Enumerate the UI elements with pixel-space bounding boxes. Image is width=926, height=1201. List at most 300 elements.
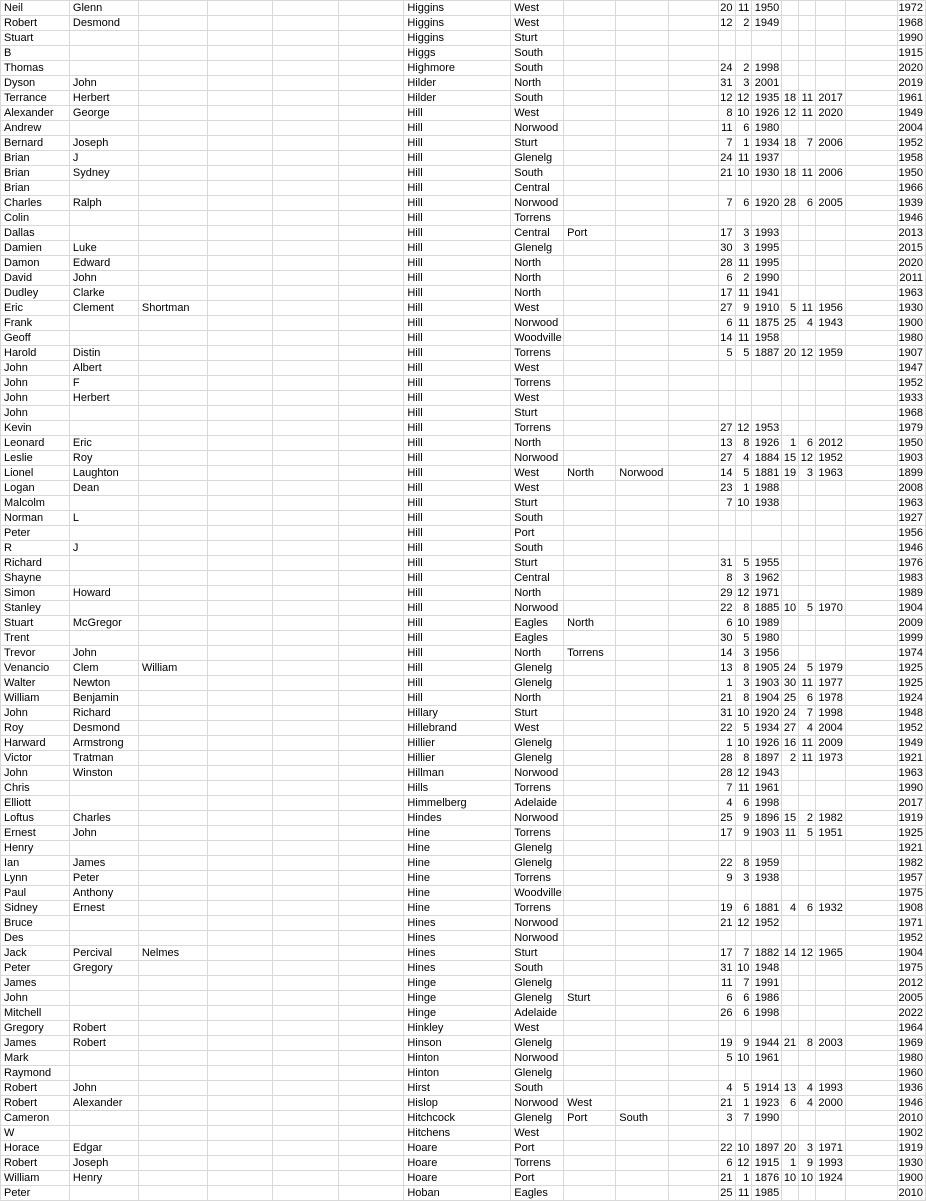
table-cell[interactable]: [69, 1066, 138, 1081]
table-cell[interactable]: Luke: [69, 241, 138, 256]
table-cell[interactable]: [138, 391, 207, 406]
table-cell[interactable]: [338, 1111, 404, 1126]
table-cell[interactable]: [338, 406, 404, 421]
table-cell[interactable]: 7: [718, 496, 735, 511]
table-cell[interactable]: 12: [735, 586, 752, 601]
table-cell[interactable]: [782, 46, 799, 61]
table-cell[interactable]: [138, 211, 207, 226]
table-cell[interactable]: 31: [718, 76, 735, 91]
table-cell[interactable]: Stuart: [1, 31, 70, 46]
table-cell[interactable]: 1885: [752, 601, 782, 616]
table-cell[interactable]: 11: [735, 316, 752, 331]
table-cell[interactable]: 1939: [898, 196, 926, 211]
table-cell[interactable]: [338, 556, 404, 571]
table-cell[interactable]: Trent: [1, 631, 70, 646]
table-cell[interactable]: 5: [782, 301, 799, 316]
table-cell[interactable]: [207, 376, 273, 391]
table-cell[interactable]: [782, 481, 799, 496]
table-cell[interactable]: [138, 406, 207, 421]
table-cell[interactable]: [668, 286, 718, 301]
table-cell[interactable]: 1934: [752, 136, 782, 151]
table-cell[interactable]: 2017: [816, 91, 846, 106]
table-cell[interactable]: [845, 1036, 898, 1051]
table-cell[interactable]: [207, 1171, 273, 1186]
table-cell[interactable]: [845, 16, 898, 31]
table-cell[interactable]: [616, 361, 669, 376]
table-cell[interactable]: [138, 961, 207, 976]
table-cell[interactable]: 1875: [752, 316, 782, 331]
table-cell[interactable]: 1949: [898, 106, 926, 121]
table-cell[interactable]: 1904: [898, 946, 926, 961]
table-cell[interactable]: [273, 331, 339, 346]
table-cell[interactable]: 6: [799, 196, 816, 211]
table-cell[interactable]: [735, 391, 752, 406]
table-cell[interactable]: [845, 46, 898, 61]
table-cell[interactable]: [735, 211, 752, 226]
table-cell[interactable]: [668, 16, 718, 31]
table-cell[interactable]: [735, 526, 752, 541]
table-cell[interactable]: [816, 241, 846, 256]
table-cell[interactable]: 1919: [898, 1141, 926, 1156]
table-cell[interactable]: J: [69, 541, 138, 556]
table-cell[interactable]: [564, 331, 616, 346]
table-cell[interactable]: [138, 841, 207, 856]
table-cell[interactable]: 1976: [898, 556, 926, 571]
table-cell[interactable]: [816, 1, 846, 16]
table-cell[interactable]: [616, 841, 669, 856]
table-cell[interactable]: [138, 286, 207, 301]
table-cell[interactable]: [207, 151, 273, 166]
table-cell[interactable]: [564, 211, 616, 226]
table-cell[interactable]: [845, 76, 898, 91]
table-cell[interactable]: 10: [735, 166, 752, 181]
table-cell[interactable]: James: [1, 1036, 70, 1051]
table-cell[interactable]: Hill: [404, 616, 511, 631]
table-cell[interactable]: [845, 481, 898, 496]
table-cell[interactable]: [782, 286, 799, 301]
table-cell[interactable]: 1952: [898, 136, 926, 151]
table-cell[interactable]: [782, 16, 799, 31]
table-cell[interactable]: [138, 586, 207, 601]
table-cell[interactable]: [564, 691, 616, 706]
table-cell[interactable]: [564, 421, 616, 436]
table-cell[interactable]: Dallas: [1, 226, 70, 241]
table-cell[interactable]: John: [1, 706, 70, 721]
table-cell[interactable]: [338, 661, 404, 676]
table-cell[interactable]: [273, 391, 339, 406]
table-cell[interactable]: [616, 421, 669, 436]
table-cell[interactable]: [782, 976, 799, 991]
table-cell[interactable]: Raymond: [1, 1066, 70, 1081]
table-cell[interactable]: Paul: [1, 886, 70, 901]
table-cell[interactable]: 12: [718, 16, 735, 31]
table-cell[interactable]: 1978: [816, 691, 846, 706]
table-cell[interactable]: 10: [735, 616, 752, 631]
table-cell[interactable]: 7: [799, 136, 816, 151]
table-cell[interactable]: [616, 586, 669, 601]
table-cell[interactable]: Leslie: [1, 451, 70, 466]
table-cell[interactable]: [207, 1021, 273, 1036]
table-cell[interactable]: 9: [735, 811, 752, 826]
table-cell[interactable]: Norwood: [511, 916, 564, 931]
table-cell[interactable]: [616, 121, 669, 136]
table-cell[interactable]: [616, 811, 669, 826]
table-cell[interactable]: John: [69, 826, 138, 841]
table-cell[interactable]: [799, 646, 816, 661]
table-cell[interactable]: [799, 916, 816, 931]
table-cell[interactable]: Venancio: [1, 661, 70, 676]
table-cell[interactable]: [207, 196, 273, 211]
table-cell[interactable]: [338, 361, 404, 376]
table-cell[interactable]: 3: [735, 226, 752, 241]
table-cell[interactable]: Colin: [1, 211, 70, 226]
table-cell[interactable]: [564, 526, 616, 541]
table-cell[interactable]: [616, 601, 669, 616]
table-cell[interactable]: 1971: [752, 586, 782, 601]
table-cell[interactable]: 1925: [898, 826, 926, 841]
table-cell[interactable]: [138, 766, 207, 781]
table-cell[interactable]: 1960: [898, 1066, 926, 1081]
table-cell[interactable]: 12: [735, 421, 752, 436]
table-cell[interactable]: West: [511, 301, 564, 316]
table-cell[interactable]: [782, 1126, 799, 1141]
table-cell[interactable]: [273, 496, 339, 511]
table-cell[interactable]: [668, 1186, 718, 1201]
table-cell[interactable]: [273, 631, 339, 646]
table-cell[interactable]: [207, 961, 273, 976]
table-cell[interactable]: [816, 76, 846, 91]
table-cell[interactable]: 13: [718, 661, 735, 676]
table-cell[interactable]: Hill: [404, 631, 511, 646]
table-cell[interactable]: 1990: [752, 1111, 782, 1126]
table-cell[interactable]: [668, 961, 718, 976]
table-cell[interactable]: [273, 1036, 339, 1051]
table-cell[interactable]: [752, 46, 782, 61]
table-cell[interactable]: 1972: [898, 1, 926, 16]
table-cell[interactable]: [564, 121, 616, 136]
table-cell[interactable]: [207, 916, 273, 931]
table-cell[interactable]: Anthony: [69, 886, 138, 901]
table-cell[interactable]: 6: [718, 616, 735, 631]
table-cell[interactable]: [564, 346, 616, 361]
table-cell[interactable]: R: [1, 541, 70, 556]
table-cell[interactable]: Hine: [404, 826, 511, 841]
table-cell[interactable]: [845, 376, 898, 391]
table-cell[interactable]: [668, 646, 718, 661]
table-cell[interactable]: [138, 1096, 207, 1111]
table-cell[interactable]: [799, 16, 816, 31]
table-cell[interactable]: 1973: [816, 751, 846, 766]
table-cell[interactable]: [782, 376, 799, 391]
table-cell[interactable]: 24: [782, 706, 799, 721]
table-cell[interactable]: [816, 886, 846, 901]
table-cell[interactable]: [616, 481, 669, 496]
table-cell[interactable]: [564, 541, 616, 556]
table-cell[interactable]: 10: [735, 496, 752, 511]
table-cell[interactable]: [564, 481, 616, 496]
table-cell[interactable]: [69, 226, 138, 241]
table-cell[interactable]: [273, 826, 339, 841]
table-cell[interactable]: [799, 796, 816, 811]
table-cell[interactable]: Robert: [1, 16, 70, 31]
table-cell[interactable]: [816, 1066, 846, 1081]
table-cell[interactable]: 1989: [752, 616, 782, 631]
table-cell[interactable]: [782, 151, 799, 166]
table-cell[interactable]: [564, 256, 616, 271]
table-cell[interactable]: Hill: [404, 511, 511, 526]
table-cell[interactable]: [338, 811, 404, 826]
table-cell[interactable]: [799, 841, 816, 856]
table-cell[interactable]: 22: [718, 721, 735, 736]
table-cell[interactable]: Higgins: [404, 16, 511, 31]
table-cell[interactable]: 10: [735, 736, 752, 751]
table-cell[interactable]: [338, 511, 404, 526]
table-cell[interactable]: 1881: [752, 901, 782, 916]
table-cell[interactable]: Torrens: [511, 826, 564, 841]
table-cell[interactable]: 8: [735, 661, 752, 676]
table-cell[interactable]: [735, 46, 752, 61]
table-cell[interactable]: [338, 1081, 404, 1096]
table-cell[interactable]: [273, 1141, 339, 1156]
table-cell[interactable]: [845, 901, 898, 916]
table-cell[interactable]: [845, 1, 898, 16]
table-cell[interactable]: Hill: [404, 211, 511, 226]
table-cell[interactable]: 5: [735, 466, 752, 481]
table-cell[interactable]: [564, 1171, 616, 1186]
table-cell[interactable]: [564, 16, 616, 31]
table-cell[interactable]: [845, 286, 898, 301]
table-cell[interactable]: [782, 646, 799, 661]
table-cell[interactable]: [735, 406, 752, 421]
table-cell[interactable]: [752, 1066, 782, 1081]
table-cell[interactable]: [564, 901, 616, 916]
table-cell[interactable]: [845, 31, 898, 46]
table-cell[interactable]: Ian: [1, 856, 70, 871]
table-cell[interactable]: Hitchens: [404, 1126, 511, 1141]
table-cell[interactable]: [668, 811, 718, 826]
table-cell[interactable]: [735, 1021, 752, 1036]
table-cell[interactable]: [69, 991, 138, 1006]
table-cell[interactable]: 1979: [898, 421, 926, 436]
table-cell[interactable]: [207, 526, 273, 541]
table-cell[interactable]: [207, 601, 273, 616]
table-cell[interactable]: [668, 61, 718, 76]
table-cell[interactable]: Sturt: [511, 946, 564, 961]
table-cell[interactable]: [207, 361, 273, 376]
table-cell[interactable]: [668, 1036, 718, 1051]
table-cell[interactable]: [207, 1006, 273, 1021]
table-cell[interactable]: [616, 616, 669, 631]
table-cell[interactable]: 1986: [752, 991, 782, 1006]
table-cell[interactable]: [668, 196, 718, 211]
table-cell[interactable]: [799, 46, 816, 61]
table-cell[interactable]: [752, 376, 782, 391]
table-cell[interactable]: [207, 736, 273, 751]
table-cell[interactable]: Herbert: [69, 91, 138, 106]
table-cell[interactable]: 10: [735, 1141, 752, 1156]
table-cell[interactable]: [782, 886, 799, 901]
table-cell[interactable]: Hines: [404, 946, 511, 961]
table-cell[interactable]: Newton: [69, 676, 138, 691]
table-cell[interactable]: 8: [735, 856, 752, 871]
table-cell[interactable]: [338, 886, 404, 901]
table-cell[interactable]: [338, 601, 404, 616]
table-cell[interactable]: Norwood: [511, 196, 564, 211]
table-cell[interactable]: Malcolm: [1, 496, 70, 511]
table-cell[interactable]: [799, 1066, 816, 1081]
table-cell[interactable]: [845, 361, 898, 376]
table-cell[interactable]: North: [511, 76, 564, 91]
table-cell[interactable]: [138, 46, 207, 61]
table-cell[interactable]: [564, 106, 616, 121]
table-cell[interactable]: [138, 526, 207, 541]
table-cell[interactable]: [273, 376, 339, 391]
table-cell[interactable]: [816, 271, 846, 286]
table-cell[interactable]: [338, 1021, 404, 1036]
table-cell[interactable]: [668, 721, 718, 736]
table-cell[interactable]: 17: [718, 946, 735, 961]
table-cell[interactable]: [273, 616, 339, 631]
table-cell[interactable]: 7: [735, 946, 752, 961]
table-cell[interactable]: [845, 631, 898, 646]
table-cell[interactable]: Trevor: [1, 646, 70, 661]
table-cell[interactable]: Shayne: [1, 571, 70, 586]
table-cell[interactable]: [668, 406, 718, 421]
table-cell[interactable]: [273, 1081, 339, 1096]
table-cell[interactable]: [616, 631, 669, 646]
table-cell[interactable]: 6: [799, 901, 816, 916]
table-cell[interactable]: [816, 406, 846, 421]
table-cell[interactable]: 7: [735, 1111, 752, 1126]
table-cell[interactable]: [782, 31, 799, 46]
table-cell[interactable]: [616, 676, 669, 691]
table-cell[interactable]: Hill: [404, 496, 511, 511]
table-cell[interactable]: 1993: [752, 226, 782, 241]
table-cell[interactable]: 1926: [752, 436, 782, 451]
table-cell[interactable]: 2003: [816, 1036, 846, 1051]
table-cell[interactable]: Hill: [404, 151, 511, 166]
table-cell[interactable]: [616, 256, 669, 271]
table-cell[interactable]: West: [511, 106, 564, 121]
table-cell[interactable]: [69, 781, 138, 796]
table-cell[interactable]: [845, 406, 898, 421]
table-cell[interactable]: [564, 856, 616, 871]
table-cell[interactable]: McGregor: [69, 616, 138, 631]
table-cell[interactable]: [782, 556, 799, 571]
table-cell[interactable]: [273, 361, 339, 376]
table-cell[interactable]: [138, 1081, 207, 1096]
table-cell[interactable]: [845, 1141, 898, 1156]
table-cell[interactable]: Eric: [1, 301, 70, 316]
table-cell[interactable]: Hill: [404, 586, 511, 601]
table-cell[interactable]: [668, 991, 718, 1006]
table-cell[interactable]: South: [511, 1081, 564, 1096]
table-cell[interactable]: [564, 361, 616, 376]
table-cell[interactable]: 1952: [816, 451, 846, 466]
table-cell[interactable]: [782, 916, 799, 931]
table-cell[interactable]: [799, 496, 816, 511]
table-cell[interactable]: 1961: [752, 781, 782, 796]
table-cell[interactable]: 1900: [898, 1171, 926, 1186]
table-cell[interactable]: 2008: [898, 481, 926, 496]
table-cell[interactable]: [752, 526, 782, 541]
table-cell[interactable]: [273, 1051, 339, 1066]
table-cell[interactable]: West: [511, 391, 564, 406]
table-cell[interactable]: [207, 586, 273, 601]
table-cell[interactable]: [799, 31, 816, 46]
table-cell[interactable]: 8: [718, 571, 735, 586]
table-cell[interactable]: [207, 706, 273, 721]
table-cell[interactable]: 2004: [898, 121, 926, 136]
table-cell[interactable]: [138, 781, 207, 796]
table-cell[interactable]: [138, 691, 207, 706]
table-cell[interactable]: [616, 61, 669, 76]
table-cell[interactable]: John: [1, 406, 70, 421]
table-cell[interactable]: John: [1, 391, 70, 406]
table-cell[interactable]: [564, 316, 616, 331]
table-cell[interactable]: [752, 1126, 782, 1141]
table-cell[interactable]: [564, 1036, 616, 1051]
table-cell[interactable]: Brian: [1, 181, 70, 196]
table-cell[interactable]: [668, 931, 718, 946]
table-cell[interactable]: [338, 121, 404, 136]
table-cell[interactable]: 1993: [816, 1156, 846, 1171]
table-cell[interactable]: 30: [782, 676, 799, 691]
table-cell[interactable]: [338, 946, 404, 961]
table-cell[interactable]: [338, 226, 404, 241]
table-cell[interactable]: Hill: [404, 181, 511, 196]
table-cell[interactable]: [816, 541, 846, 556]
table-cell[interactable]: [273, 1096, 339, 1111]
table-cell[interactable]: [273, 976, 339, 991]
table-cell[interactable]: Torrens: [511, 376, 564, 391]
table-cell[interactable]: [845, 121, 898, 136]
table-cell[interactable]: [207, 166, 273, 181]
table-cell[interactable]: [338, 541, 404, 556]
table-cell[interactable]: Clement: [69, 301, 138, 316]
table-cell[interactable]: [138, 226, 207, 241]
table-cell[interactable]: [69, 601, 138, 616]
table-cell[interactable]: 11: [735, 286, 752, 301]
table-cell[interactable]: Robert: [1, 1081, 70, 1096]
table-cell[interactable]: 1950: [752, 1, 782, 16]
table-cell[interactable]: [207, 61, 273, 76]
table-cell[interactable]: [138, 616, 207, 631]
table-cell[interactable]: [273, 586, 339, 601]
table-cell[interactable]: [138, 1156, 207, 1171]
table-cell[interactable]: Hinton: [404, 1066, 511, 1081]
table-cell[interactable]: [668, 211, 718, 226]
table-cell[interactable]: 2020: [898, 61, 926, 76]
table-cell[interactable]: [338, 1186, 404, 1201]
table-cell[interactable]: 8: [718, 106, 735, 121]
table-cell[interactable]: [616, 451, 669, 466]
table-cell[interactable]: Leonard: [1, 436, 70, 451]
table-cell[interactable]: [816, 841, 846, 856]
table-cell[interactable]: [564, 871, 616, 886]
table-cell[interactable]: [564, 181, 616, 196]
table-cell[interactable]: [616, 136, 669, 151]
table-cell[interactable]: 1998: [752, 1006, 782, 1021]
table-cell[interactable]: [338, 241, 404, 256]
table-cell[interactable]: [668, 301, 718, 316]
table-cell[interactable]: 1910: [752, 301, 782, 316]
table-cell[interactable]: 1944: [752, 1036, 782, 1051]
table-cell[interactable]: 21: [718, 1171, 735, 1186]
table-cell[interactable]: [207, 106, 273, 121]
table-cell[interactable]: [845, 421, 898, 436]
table-cell[interactable]: 1964: [898, 1021, 926, 1036]
